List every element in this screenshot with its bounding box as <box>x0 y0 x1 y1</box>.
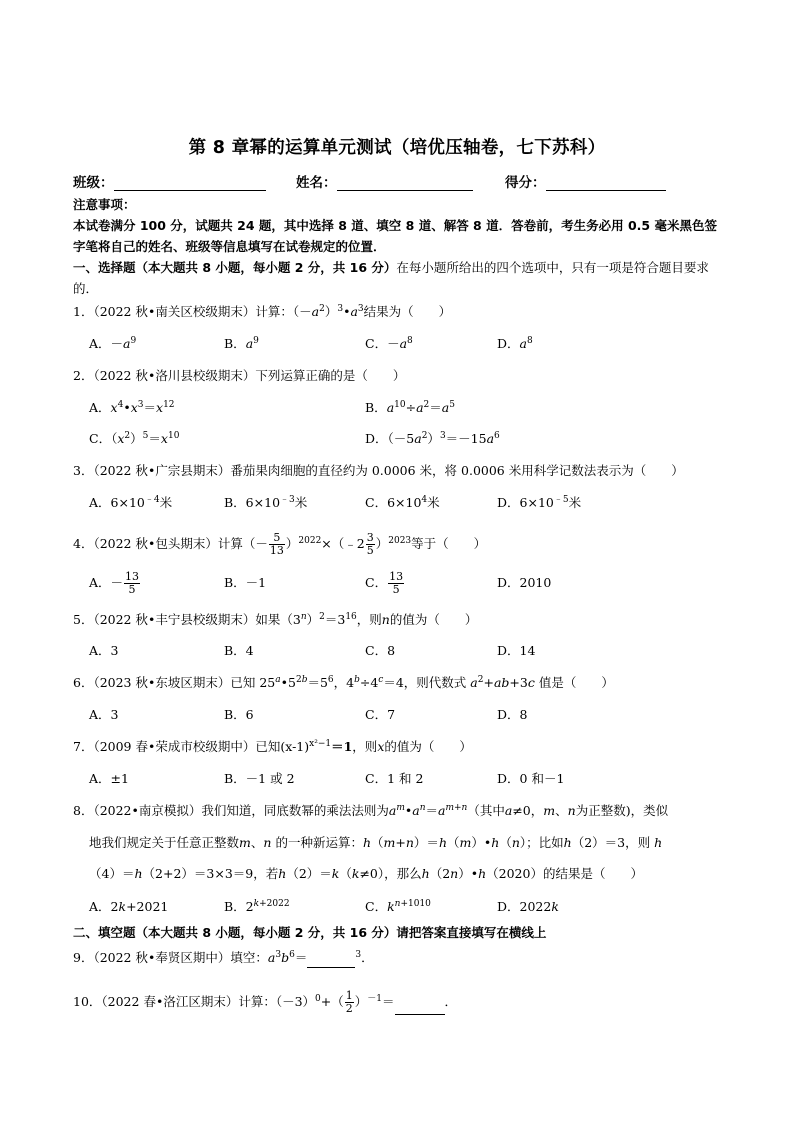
name-label: 姓名： <box>296 175 337 191</box>
q1-stem-end: 结果为（ ） <box>363 304 452 319</box>
name-blank[interactable] <box>337 175 473 191</box>
q8-option-d[interactable]: D．2022k <box>497 899 559 914</box>
section1-heading <box>73 257 723 299</box>
q10-answer-blank[interactable] <box>395 1000 445 1015</box>
score-field <box>505 171 666 191</box>
q7-option-c[interactable]: C．1 和 2 <box>365 771 424 786</box>
question-8-line1: 8．（2022•南京模拟）我们知道，同底数幂的乘法法则为$a^m•a^n=a^{m+n}$（其中a≠0，m、n为正整数)，类似 <box>73 802 669 818</box>
student-info-row <box>73 171 693 193</box>
q8-option-b[interactable]: B．$2^{k+2022}$ <box>224 898 290 914</box>
q1-option-b[interactable]: B．$a^9$ <box>224 335 259 351</box>
q2-option-c[interactable]: C．$(x^2)^5=x^{10}$ <box>89 430 180 446</box>
q8-option-a[interactable]: A．2k+2021 <box>89 899 169 914</box>
question-6: 6．（2023 秋•东坡区期末）已知 $25^a•5^{2b}=5^6$，$4^b\div 4^c=4$，则代数式 $a^2+ab+3c$ 值是（ ） <box>73 674 614 690</box>
class-blank[interactable] <box>114 175 266 191</box>
q2-option-a[interactable]: A．$x^4•x^3=x^{12}$ <box>89 399 175 415</box>
q1-option-d[interactable]: D．$a^8$ <box>497 335 533 351</box>
q4-option-b[interactable]: B．－1 <box>224 575 267 590</box>
q6-option-a[interactable]: A．3 <box>89 707 119 722</box>
q7-option-a[interactable]: A．±1 <box>89 771 129 786</box>
q2-option-b[interactable]: B．$a^{10}\div a^2=a^5$ <box>365 399 455 415</box>
q3-option-b[interactable]: B．$6\times 10^{﹣3}$米 <box>224 494 308 510</box>
question-1: 1．（2022 秋•南关区校级期末）计算：$(-a^2)^3•a^3$结果为（ ） <box>73 303 452 319</box>
class-field <box>73 171 266 191</box>
page-title: 第 8 章幂的运算单元测试（培优压轴卷，七下苏科） <box>188 138 606 158</box>
q3-option-a[interactable]: A．$6\times 10^{﹣4}$米 <box>89 494 173 510</box>
q5-option-d[interactable]: D．14 <box>497 643 536 658</box>
name-field <box>296 171 473 191</box>
q3-option-d[interactable]: D．$6\times 10^{﹣5}$米 <box>497 494 582 510</box>
question-8-line2: 地我们规定关于任意正整数m、n 的一种新运算：h（m+n）＝h（m）•h（n）；比如h（2）＝3，则 h <box>89 835 663 850</box>
score-blank[interactable] <box>546 175 666 191</box>
question-7: 7．（2009 春•荣成市校级期中）已知$(x-1)^{x^2-1}=1$，则x的值为（ ） <box>73 738 472 754</box>
question-9: 9．（2022 秋•奉贤区期中）填空：$a^3b^6= ^3$． <box>73 948 733 968</box>
q5-option-a[interactable]: A．3 <box>89 643 119 658</box>
q1-stem: 1．（2022 秋•南关区校级期末）计算：（－ <box>73 304 312 319</box>
q9-answer-blank[interactable] <box>307 953 355 968</box>
question-10: 10．（2022 春•洛江区期末）计算：$(-3)^0+$（ $\frac{1}{2}$ ）$^{-1}$＝ ． <box>73 989 458 1015</box>
q7-option-b[interactable]: B．－1 或 2 <box>224 771 295 786</box>
q8-option-c[interactable]: C．$k^{n+1010}$ <box>365 898 431 914</box>
q4-option-c[interactable]: C． $\frac{13}{5}$ <box>365 570 404 596</box>
section1-plain: 在每小题所给出的四个选项中，只有一项是符合题目要求的． <box>73 260 709 296</box>
question-2: 2．（2022 秋•洛川县校级期末）下列运算正确的是（ ） <box>73 368 406 383</box>
score-label: 得分： <box>505 175 546 191</box>
class-label: 班级： <box>73 175 114 191</box>
q5-option-c[interactable]: C．8 <box>365 643 396 658</box>
q1-option-c[interactable]: C．$-a^8$ <box>365 335 413 351</box>
q1-option-a[interactable]: A．$-a^9$ <box>89 335 137 351</box>
q5-option-b[interactable]: B．4 <box>224 643 254 658</box>
q3-option-c[interactable]: C．$6\times 10^4$米 <box>365 494 440 510</box>
question-3: 3．（2022 秋•广宗县期末）番茄果肉细胞的直径约为 0.0006 米，将 0.0006 米用科学记数法表示为（ ） <box>73 463 684 478</box>
q7-option-d[interactable]: D．0 和－1 <box>497 771 565 786</box>
q4-option-a[interactable]: A．－ $\frac{13}{5}$ <box>89 570 140 596</box>
q4-option-d[interactable]: D．2010 <box>497 575 552 590</box>
q6-option-d[interactable]: D．8 <box>497 707 528 722</box>
notes-heading: 注意事项： <box>73 197 136 212</box>
question-4: 4．（2022 秋•包头期末）计算（－ $\frac{5}{13}$ ）$^{2022}$×（﹣2 $\frac{3}{5}$ ）$^{2023}$等于（ ） <box>73 531 487 557</box>
q2-option-d[interactable]: D．$(-5a^2)^3=-15a^6$ <box>365 430 500 446</box>
section2-heading: 二、填空题（本大题共 8 小题，每小题 2 分，共 16 分）请把答案直接填写在横线上 <box>73 925 547 940</box>
notes-text: 本试卷满分 100 分，试题共 24 题，其中选择 8 道、填空 8 道、解答 8 道．答卷前，考生务必用 0.5 毫米黑色签字笔将自己的姓名、班级等信息填写在试卷规定的位置． <box>73 218 717 254</box>
question-5: 5．（2022 秋•丰宁县校级期末）如果$(3^n)^2=3^{16}$，则n的值为（ ） <box>73 611 478 627</box>
section1-bold: 一、选择题（本大题共 8 小题，每小题 2 分，共 16 分） <box>73 260 397 275</box>
q6-option-c[interactable]: C．7 <box>365 707 396 722</box>
question-8-line3: （4）＝h（2+2）＝3×3＝9，若h（2）＝k（k≠0），那么h（2n）•h（2020）的结果是（ ） <box>89 866 643 881</box>
q6-option-b[interactable]: B．6 <box>224 707 254 722</box>
